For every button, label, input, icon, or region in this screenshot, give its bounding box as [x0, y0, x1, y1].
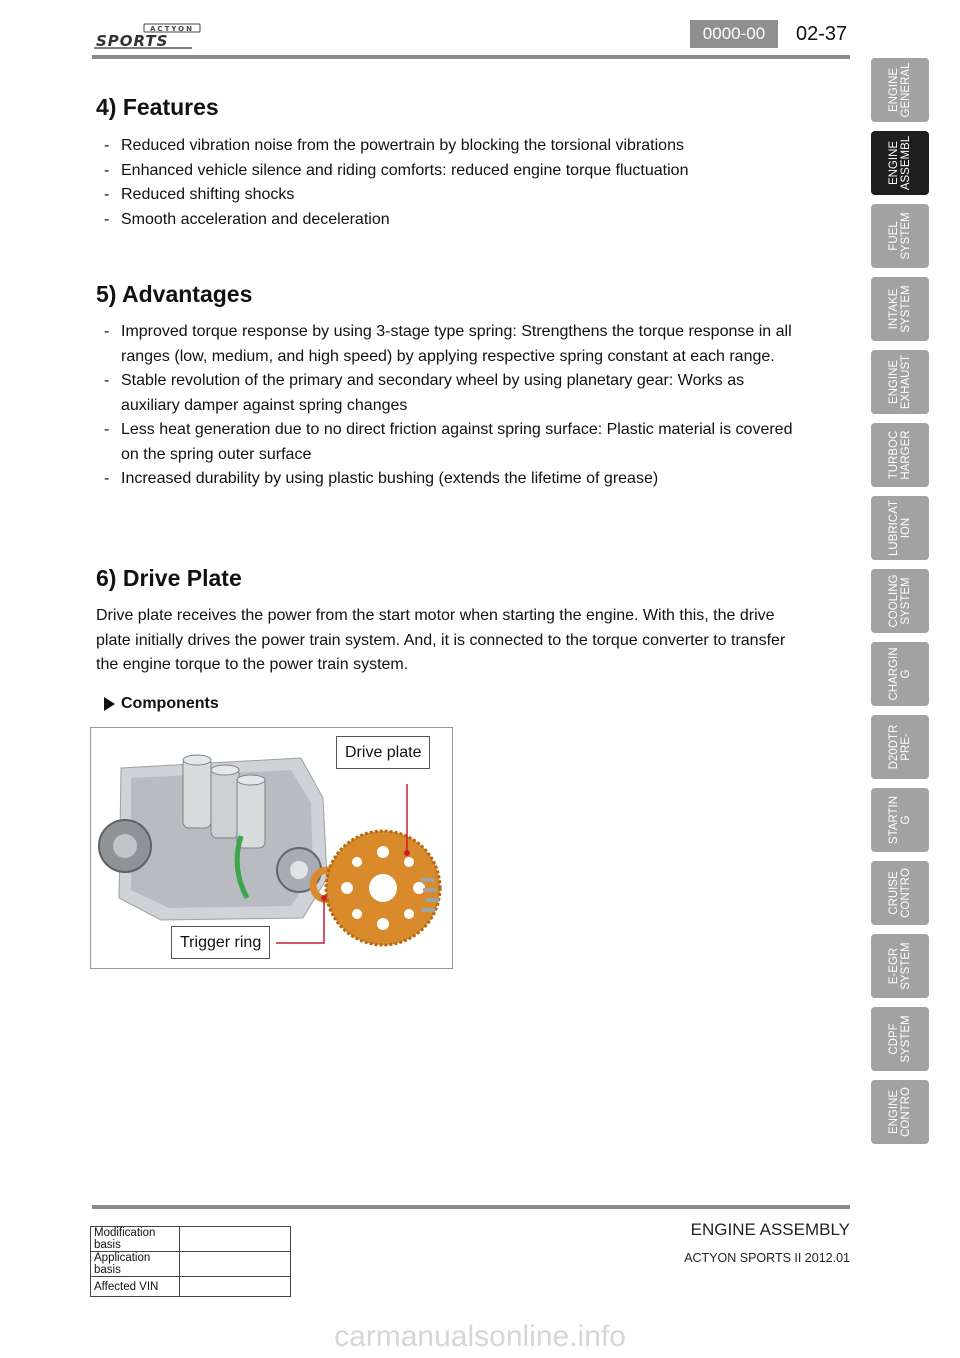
tab-turbocharger[interactable]: TURBOC HARGER — [871, 423, 929, 487]
list-item: - Increased durability by using plastic bushing (extends the lifetime of grease) — [104, 467, 794, 492]
advantages-heading: 5) Advantages — [96, 281, 253, 307]
tab-cdpf-system[interactable]: CDPF SYSTEM — [871, 1007, 929, 1071]
table-label: Application basis — [91, 1252, 180, 1277]
list-item: - Enhanced vehicle silence and riding comforts: reduced engine torque fluctuation — [104, 159, 804, 184]
advantages-list — [104, 320, 794, 492]
footer-rule — [92, 1205, 850, 1209]
modification-table — [90, 1226, 291, 1297]
tab-charging[interactable]: CHARGIN G — [871, 642, 929, 706]
table-label: Affected VIN — [91, 1277, 180, 1297]
tab-cruise-control[interactable]: CRUISE CONTRO — [871, 861, 929, 925]
footer-title: ENGINE ASSEMBLY — [690, 1220, 850, 1239]
actyon-sports-logo — [92, 22, 204, 50]
list-item: - Stable revolution of the primary and secondary wheel by using planetary gear: Works as auxiliary damper against spring changes — [104, 369, 794, 418]
list-item: - Smooth acceleration and deceleration — [104, 208, 804, 233]
table-label: Modification basis — [91, 1227, 180, 1252]
components-label — [104, 693, 219, 715]
footer-subtitle: ACTYON SPORTS II 2012.01 — [684, 1251, 850, 1265]
tab-intake-system[interactable]: INTAKE SYSTEM — [871, 277, 929, 341]
drive-plate-callout: Drive plate — [336, 736, 430, 769]
tab-starting[interactable]: STARTIN G — [871, 788, 929, 852]
table-value — [180, 1227, 291, 1252]
features-list — [104, 134, 804, 232]
features-heading: 4) Features — [96, 94, 219, 120]
section-code-badge: 0000-00 — [690, 20, 778, 48]
trigger-ring-callout: Trigger ring — [171, 926, 270, 959]
tab-cooling-system[interactable]: COOLING SYSTEM — [871, 569, 929, 633]
tab-engine-exhaust[interactable]: ENGINE EXHAUST — [871, 350, 929, 414]
table-value — [180, 1277, 291, 1297]
list-item: - Less heat generation due to no direct friction against spring surface: Plastic material is covered on the spring outer surface — [104, 418, 794, 467]
tab-d20dtr-pre[interactable]: D20DTR PRE- — [871, 715, 929, 779]
triangle-bullet-icon — [104, 697, 115, 711]
tab-e-egr-system[interactable]: E-EGR SYSTEM — [871, 934, 929, 998]
table-value — [180, 1252, 291, 1277]
table-row — [91, 1227, 291, 1252]
drive-plate-figure — [90, 727, 453, 969]
tab-engine-control[interactable]: ENGINE CONTRO — [871, 1080, 929, 1144]
list-item: - Reduced vibration noise from the powertrain by blocking the torsional vibrations — [104, 134, 804, 159]
components-label-text: Components — [121, 695, 219, 712]
page-number: 02-37 — [796, 23, 848, 45]
list-item: - Improved torque response by using 3-stage type spring: Strengthens the torque response in all ranges (low, medium, and high speed) by applying respective spring constant at each range. — [104, 320, 794, 369]
list-item: - Reduced shifting shocks — [104, 183, 804, 208]
drive-plate-description: Drive plate receives the power from the start motor when starting the engine. With this, the drive plate initially drives the power train system. And, it is connected to the torque converter to transfer the engine torque to the power train system. — [96, 607, 786, 673]
svg-text:SPORTS: SPORTS — [96, 32, 169, 50]
tab-fuel-system[interactable]: FUEL SYSTEM — [871, 204, 929, 268]
tab-engine-general[interactable]: ENGINE GENERAL — [871, 58, 929, 122]
tab-lubrication[interactable]: LUBRICAT ION — [871, 496, 929, 560]
table-row — [91, 1277, 291, 1297]
drive-plate-heading: 6) Drive Plate — [96, 565, 242, 591]
svg-text:ACTYON: ACTYON — [150, 25, 194, 33]
header-rule — [92, 55, 850, 59]
watermark: carmanualsonline.info — [334, 1320, 626, 1353]
tab-engine-assembly[interactable]: ENGINE ASSEMBL — [871, 131, 929, 195]
table-row — [91, 1252, 291, 1277]
